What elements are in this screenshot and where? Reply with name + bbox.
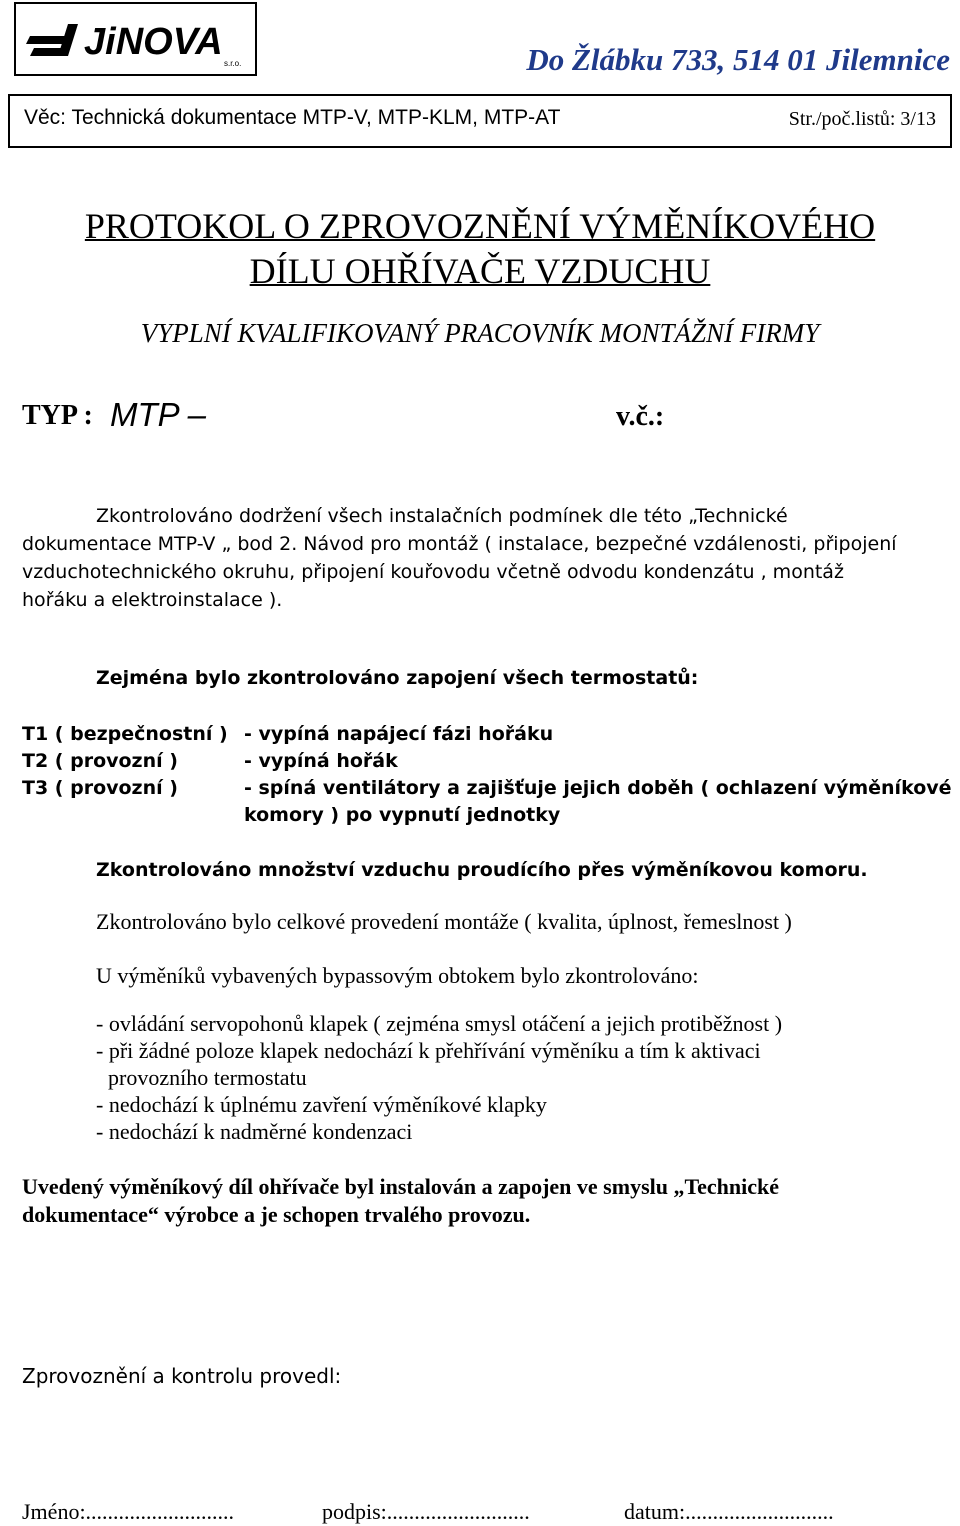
logo (14, 2, 257, 76)
t1-desc: - vypíná napájecí fázi hořáku (244, 723, 554, 745)
intro-line-2: dokumentace MTP-V „ bod 2. Návod pro montáž ( instalace, bezpečné vzdálenosti, připojení (22, 533, 897, 555)
bypass-heading: U výměníků vybavených bypassovým obtokem bylo zkontrolováno: (96, 963, 699, 988)
subject-bar (8, 94, 952, 148)
t2-name: T2 ( provozní ) (22, 750, 178, 772)
t1-name: T1 ( bezpečnostní ) (22, 723, 228, 745)
title-line-2: DÍLU OHŘÍVAČE VZDUCHU (249, 251, 711, 291)
bypass-line-1: - ovládání servopohonů klapek ( zejména smysl otáčení a jejich protiběžnost ) (96, 1011, 783, 1036)
logo-subtext: s.r.o. (224, 59, 242, 68)
serial-label: v.č.: (616, 401, 665, 432)
date-field[interactable]: datum:........................... (624, 1499, 834, 1524)
company-address: Do Žlábku 733, 514 01 Jilemnice (526, 42, 950, 77)
t3-name: T3 ( provozní ) (22, 777, 178, 799)
document-subject: Věc: Technická dokumentace MTP-V, MTP-KLM, MTP-AT (24, 106, 561, 129)
signature-field[interactable]: podpis:.......................... (322, 1499, 530, 1524)
air-check: Zkontrolováno množství vzduchu proudícího přes výměníkovou komoru. (96, 859, 868, 881)
t3-desc: - spíná ventilátory a zajišťuje jejich doběh ( ochlazení výměníkové (244, 777, 952, 799)
t2-desc: - vypíná hořák (244, 750, 398, 772)
jinova-logo-icon (24, 16, 256, 64)
type-label: TYP : (22, 400, 93, 431)
intro-line-1: Zkontrolováno dodržení všech instalačních podmínek dle této „Technické (96, 505, 788, 527)
name-field[interactable]: Jméno:........................... (22, 1499, 235, 1524)
conclusion-line-1: Uvedený výměníkový díl ohřívače byl instalován a zapojen ve smyslu „Technické (22, 1174, 780, 1199)
thermostats-heading: Zejména bylo zkontrolováno zapojení všech termostatů: (96, 667, 699, 689)
performed-by-label: Zprovoznění a kontrolu provedl: (22, 1364, 342, 1388)
page-info: Str./poč.listů: 3/13 (788, 108, 936, 130)
title-line-1: PROTOKOL O ZPROVOZNĚNÍ VÝMĚNÍKOVÉHO (84, 206, 876, 246)
bypass-line-4: - nedochází k úplnému zavření výměníkové klapky (96, 1092, 547, 1117)
form-subtitle: VYPLNÍ KVALIFIKOVANÝ PRACOVNÍK MONTÁŽNÍ FIRMY (140, 318, 820, 348)
t3-desc-continuation: komory ) po vypnutí jednotky (244, 804, 561, 826)
bypass-line-5: - nedochází k nadměrné kondenzaci (96, 1119, 413, 1144)
bypass-line-2: - při žádné poloze klapek nedochází k přehřívání výměníku a tím k aktivaci (96, 1038, 761, 1063)
type-model: MTP – (110, 396, 206, 433)
overall-check: Zkontrolováno bylo celkové provedení montáže ( kvalita, úplnost, řemeslnost ) (96, 909, 792, 934)
intro-line-4: hořáku a elektroinstalace ). (22, 589, 283, 611)
bypass-line-3: provozního termostatu (108, 1065, 307, 1090)
intro-line-3: vzduchotechnického okruhu, připojení kouřovodu včetně odvodu kondenzátu , montáž (22, 561, 844, 583)
logo-wordmark: JiNOVA (84, 21, 223, 63)
conclusion-line-2: dokumentace“ výrobce a je schopen trvalého provozu. (22, 1202, 531, 1227)
